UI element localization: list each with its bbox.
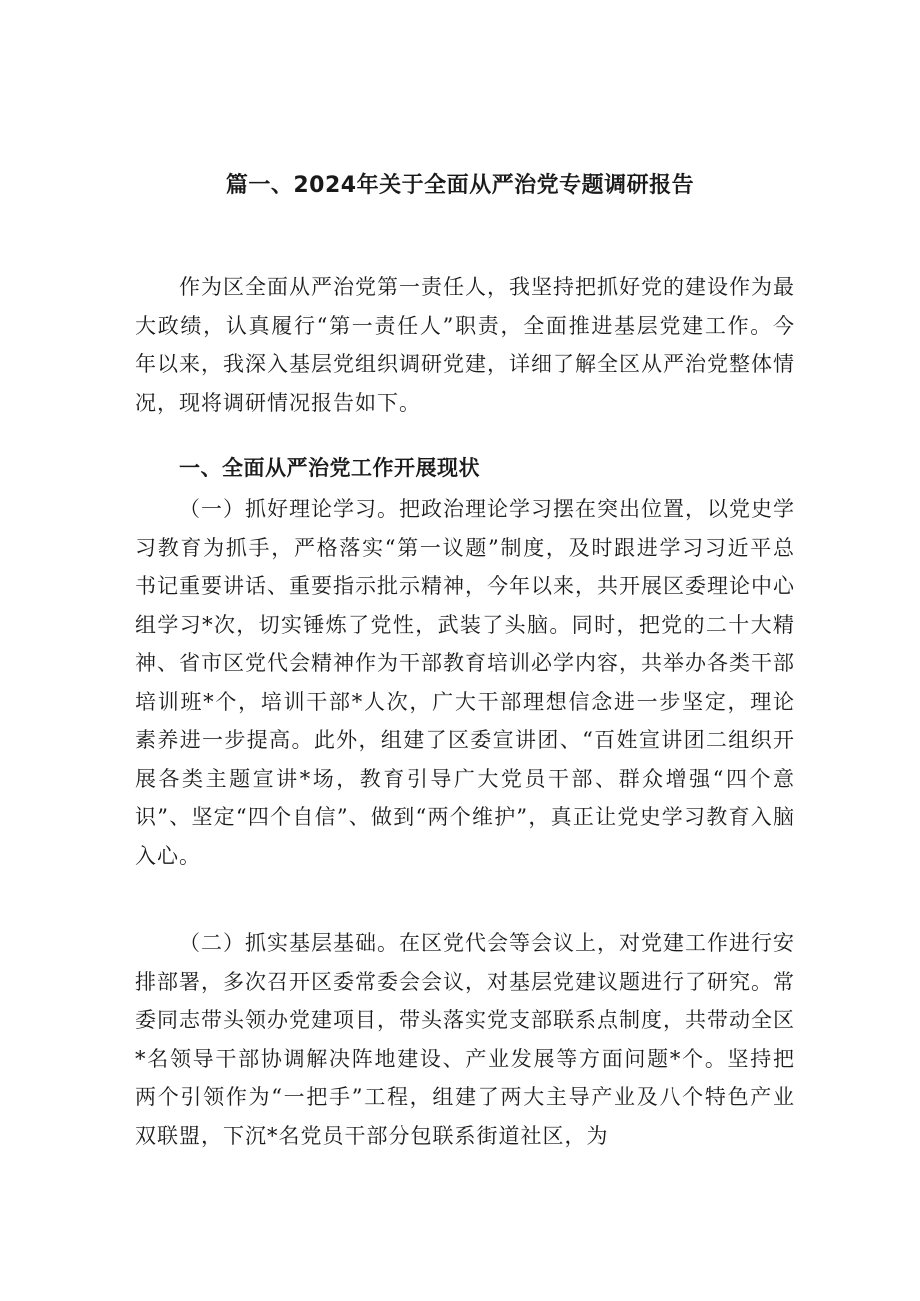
- paragraph-theory-study: （一）抓好理论学习。把政治理论学习摆在突出位置，以党史学习教育为抓手，严格落实“第一议题”制度，及时跟进学习习近平总书记重要讲话、重要指示批示精神，今年以来，共开展区委理论中心组学习*次，切实锤炼了党性，武装了头脑。同时，把党的二十大精神、省市区党代会精神作为干部教育培训必学内容，共举办各类干部培训班*个，培训干部*人次，广大干部理想信念进一步坚定，理论素养进一步提高。此外，组建了区委宣讲团、“百姓宣讲团二组织开展各类主题宣讲*场，教育引导广大党员干部、群众增强“四个意识”、坚定“四个自信”、做到“两个维护”，真正让党史学习教育入脑入心。: [135, 497, 795, 868]
- section-heading: 一、全面从严治党工作开展现状: [179, 456, 480, 480]
- document-title: 篇一、2024年关于全面从严治党专题调研报告: [225, 173, 695, 198]
- paragraph-grassroots-foundation: （二）抓实基层基础。在区党代会等会议上，对党建工作进行安排部署，多次召开区委常委会会议，对基层党建议题进行了研究。常委同志带头领办党建项目，带头落实党支部联系点制度，共带动全区*名领导干部协调解决阵地建设、产业发展等方面问题*个。坚持把两个引领作为“一把手”工程，组建了两大主导产业及八个特色产业双联盟，下沉*名党员干部分包联系街道社区，为: [135, 931, 795, 1148]
- intro-paragraph: 作为区全面从严治党第一责任人，我坚持把抓好党的建设作为最大政绩，认真履行“第一责任人”职责，全面推进基层党建工作。今年以来，我深入基层党组织调研党建，详细了解全区从严治党整体情况，现将调研情况报告如下。: [135, 275, 795, 415]
